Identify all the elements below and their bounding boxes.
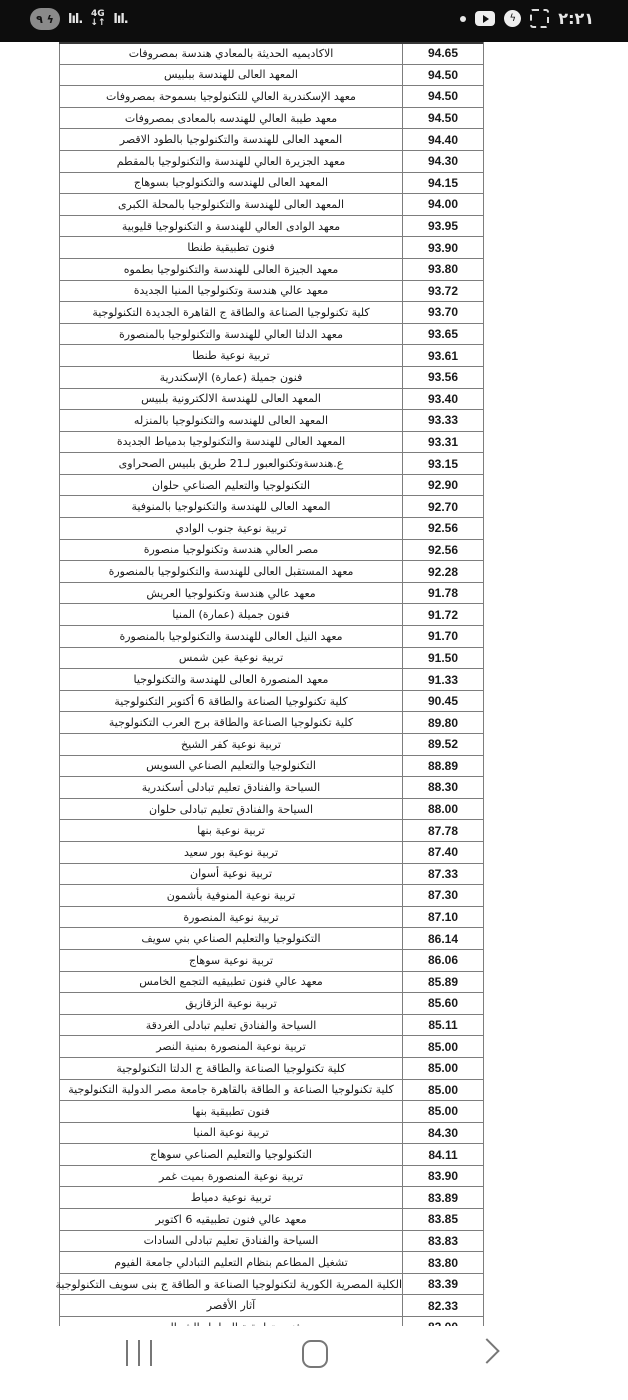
table-row bbox=[60, 906, 484, 928]
score-value: 94.50 bbox=[403, 86, 484, 108]
institute-name: تربية نوعية بور سعيد bbox=[60, 841, 403, 863]
institute-name: تربية نوعية جنوب الوادي bbox=[60, 518, 403, 540]
score-value: 84.30 bbox=[403, 1122, 484, 1144]
score-value: 94.15 bbox=[403, 172, 484, 194]
score-value: 94.50 bbox=[403, 64, 484, 86]
institute-name: معهد النيل العالى للهندسة والتكنولوجيا بالمنصورة bbox=[60, 626, 403, 648]
institute-name: الكلية المصرية الكورية لتكنولوجيا الصناعة و الطاقة ج بنى سويف التكنولوجية bbox=[60, 1273, 403, 1295]
table-row bbox=[60, 539, 484, 561]
institute-name: معهد الإسكندرية العالي للتكنولوجيا بسموحة بمصروفات bbox=[60, 86, 403, 108]
table-row bbox=[60, 453, 484, 475]
institute-name: تربية نوعية المنصورة بمنية النصر bbox=[60, 1036, 403, 1058]
score-value: 94.65 bbox=[403, 43, 484, 65]
score-value: 93.65 bbox=[403, 323, 484, 345]
table-row bbox=[60, 1101, 484, 1123]
institute-name: تربية نوعية بنها bbox=[60, 820, 403, 842]
table-row bbox=[60, 626, 484, 648]
institute-name: السياحة والفنادق تعليم تبادلى الغردقة bbox=[60, 1014, 403, 1036]
table-row bbox=[60, 1187, 484, 1209]
score-value: 87.10 bbox=[403, 906, 484, 928]
table-row bbox=[60, 496, 484, 518]
score-value: 92.70 bbox=[403, 496, 484, 518]
table-row bbox=[60, 431, 484, 453]
institute-name: فنون جميلة (عمارة) المنيا bbox=[60, 604, 403, 626]
table-row bbox=[60, 820, 484, 842]
institute-name: مصر العالي هندسة وتكنولوجيا منصورة bbox=[60, 539, 403, 561]
score-value: 83.39 bbox=[403, 1273, 484, 1295]
table-row bbox=[60, 1230, 484, 1252]
table-row bbox=[60, 604, 484, 626]
institute-name: التكنولوجيا والتعليم الصناعي سوهاج bbox=[60, 1144, 403, 1166]
score-value: 88.30 bbox=[403, 777, 484, 799]
table-row bbox=[60, 280, 484, 302]
table-row bbox=[60, 215, 484, 237]
table-row bbox=[60, 1252, 484, 1274]
score-value: 85.00 bbox=[403, 1036, 484, 1058]
score-value: 87.40 bbox=[403, 841, 484, 863]
table-row bbox=[60, 734, 484, 756]
table-row bbox=[60, 755, 484, 777]
table-row bbox=[60, 474, 484, 496]
score-value: 93.72 bbox=[403, 280, 484, 302]
messenger-icon: ϟ bbox=[504, 10, 521, 27]
institute-name: معهد الجيزة العالى للهندسة والتكنولوجيا بطموه bbox=[60, 258, 403, 280]
institute-name: تربية نوعية سوهاج bbox=[60, 949, 403, 971]
table-row bbox=[60, 86, 484, 108]
table-row bbox=[60, 1144, 484, 1166]
score-value: 91.70 bbox=[403, 626, 484, 648]
score-value: 93.90 bbox=[403, 237, 484, 259]
table-row bbox=[60, 885, 484, 907]
table-row bbox=[60, 863, 484, 885]
score-value: 93.33 bbox=[403, 410, 484, 432]
score-value: 86.14 bbox=[403, 928, 484, 950]
recent-apps-icon-bar bbox=[150, 1340, 152, 1366]
score-value: 84.11 bbox=[403, 1144, 484, 1166]
table-row bbox=[60, 647, 484, 669]
institute-name: السياحة والفنادق تعليم تبادلى السادات bbox=[60, 1230, 403, 1252]
battery-icon: ٩ ϟ bbox=[30, 8, 60, 30]
score-value: 85.60 bbox=[403, 993, 484, 1015]
score-value: 89.52 bbox=[403, 734, 484, 756]
table-row bbox=[60, 841, 484, 863]
score-value: 83.85 bbox=[403, 1209, 484, 1231]
table-row bbox=[60, 971, 484, 993]
table-row bbox=[60, 129, 484, 151]
score-value: 93.56 bbox=[403, 366, 484, 388]
institute-name: فنون تطبيقية بنها bbox=[60, 1101, 403, 1123]
institute-name: تربية نوعية عين شمس bbox=[60, 647, 403, 669]
status-left bbox=[30, 8, 128, 30]
table-row bbox=[60, 777, 484, 799]
institute-name: السياحة والفنادق تعليم تبادلى أسكندرية bbox=[60, 777, 403, 799]
institute-name: السياحة والفنادق تعليم تبادلى حلوان bbox=[60, 798, 403, 820]
institute-name: تربية نوعية المنصورة بميت غمر bbox=[60, 1165, 403, 1187]
institute-name: معهد الدلتا العالي للهندسة والتكنولوجيا بالمنصورة bbox=[60, 323, 403, 345]
institute-name: المعهد العالى للهندسة والتكنولوجيا بالمحلة الكبرى bbox=[60, 194, 403, 216]
table-row bbox=[60, 43, 484, 65]
youtube-icon bbox=[475, 11, 495, 26]
notification-dot-icon bbox=[460, 16, 466, 22]
score-value: 92.28 bbox=[403, 561, 484, 583]
score-value: 88.00 bbox=[403, 798, 484, 820]
screenshot-icon bbox=[530, 9, 549, 28]
institute-name: تربية نوعية كفر الشيخ bbox=[60, 734, 403, 756]
institute-name: التكنولوجيا والتعليم الصناعي السويس bbox=[60, 755, 403, 777]
recent-apps-icon-bar bbox=[138, 1340, 140, 1366]
table-row bbox=[60, 194, 484, 216]
score-value: 91.72 bbox=[403, 604, 484, 626]
score-value: 94.40 bbox=[403, 129, 484, 151]
table-row bbox=[60, 410, 484, 432]
institute-name: معهد المستقبل العالى للهندسة والتكنولوجيا بالمنصورة bbox=[60, 561, 403, 583]
score-value: 82.33 bbox=[403, 1295, 484, 1317]
institute-name: معهد عالي فنون تطبيقيه التجمع الخامس bbox=[60, 971, 403, 993]
status-bar bbox=[0, 0, 628, 42]
table-row bbox=[60, 1057, 484, 1079]
score-value: 83.80 bbox=[403, 1252, 484, 1274]
institute-name: المعهد العالى للهندسة ببلبيس bbox=[60, 64, 403, 86]
table-row bbox=[60, 150, 484, 172]
table-row bbox=[60, 345, 484, 367]
institute-name: ع.هندسةوتكنوالعبور لـ21 طريق بلبيس الصحراوى bbox=[60, 453, 403, 475]
score-value: 85.89 bbox=[403, 971, 484, 993]
score-value: 90.45 bbox=[403, 690, 484, 712]
institute-name: المعهد العالى للهندسة والتكنولوجيا بالطود الاقصر bbox=[60, 129, 403, 151]
score-value: 87.30 bbox=[403, 885, 484, 907]
table-row bbox=[60, 366, 484, 388]
network-type: 4G bbox=[91, 9, 105, 19]
table-row bbox=[60, 1079, 484, 1101]
institute-name: المعهد العالى للهندسه والتكنولوجيا بسوهاج bbox=[60, 172, 403, 194]
score-value: 85.00 bbox=[403, 1101, 484, 1123]
table-row bbox=[60, 690, 484, 712]
data-arrows-icon: ↓↑ bbox=[90, 18, 106, 28]
institute-name: تربية نوعية الزقازيق bbox=[60, 993, 403, 1015]
score-value: 92.90 bbox=[403, 474, 484, 496]
table-row bbox=[60, 323, 484, 345]
institute-name: كلية تكنولوجيا الصناعة و الطاقة بالقاهرة جامعة مصر الدولية التكنولوجية bbox=[60, 1079, 403, 1101]
signal-icon-2: lıl. bbox=[113, 11, 128, 27]
score-value: 93.70 bbox=[403, 302, 484, 324]
institute-name: الاكاديميه الحديثة بالمعادي هندسة بمصروفات bbox=[60, 43, 403, 65]
institute-name: كلية تكنولوجيا الصناعة والطاقة 6 أكتوبر التكنولوجية bbox=[60, 690, 403, 712]
score-value: 93.80 bbox=[403, 258, 484, 280]
institute-name: معهد طيبة العالي للهندسه بالمعادى بمصروفات bbox=[60, 107, 403, 129]
score-value: 92.56 bbox=[403, 539, 484, 561]
score-value: 93.31 bbox=[403, 431, 484, 453]
table-row bbox=[60, 949, 484, 971]
score-value: 91.33 bbox=[403, 669, 484, 691]
status-right bbox=[460, 9, 594, 28]
institute-name: معهد عالي هندسة وتكنولوجيا المنيا الجديدة bbox=[60, 280, 403, 302]
signal-icon: lıl. bbox=[68, 11, 83, 27]
score-value: 86.06 bbox=[403, 949, 484, 971]
institute-name: تربية نوعية المنيا bbox=[60, 1122, 403, 1144]
score-value: 89.80 bbox=[403, 712, 484, 734]
institute-name: تشغيل المطاعم بنظام التعليم التبادلي جامعة الفيوم bbox=[60, 1252, 403, 1274]
institute-name: كلية تكنولوجيا الصناعة والطاقة ج الدلتا التكنولوجية bbox=[60, 1057, 403, 1079]
table-top-border bbox=[59, 42, 483, 44]
score-value: 87.78 bbox=[403, 820, 484, 842]
table-row bbox=[60, 237, 484, 259]
table-row bbox=[60, 928, 484, 950]
table-row bbox=[60, 712, 484, 734]
score-value: 85.00 bbox=[403, 1057, 484, 1079]
table-row bbox=[60, 1122, 484, 1144]
score-value: 91.50 bbox=[403, 647, 484, 669]
network-indicator bbox=[90, 10, 105, 28]
institute-name: المعهد العالى للهندسه والتكنولوجيا بالمنزله bbox=[60, 410, 403, 432]
table-row bbox=[60, 172, 484, 194]
table-row bbox=[60, 669, 484, 691]
institute-name: فنون جميلة (عمارة) الإسكندرية bbox=[60, 366, 403, 388]
score-value: 93.15 bbox=[403, 453, 484, 475]
institute-name: تربية نوعية أسوان bbox=[60, 863, 403, 885]
score-value: 83.89 bbox=[403, 1187, 484, 1209]
score-value: 92.56 bbox=[403, 518, 484, 540]
table-row bbox=[60, 798, 484, 820]
table-row bbox=[60, 1295, 484, 1317]
institute-name: كلية تكنولوجيا الصناعة والطاقة برج العرب التكنولوجية bbox=[60, 712, 403, 734]
institute-name: التكنولوجيا والتعليم الصناعي حلوان bbox=[60, 474, 403, 496]
table-row bbox=[60, 107, 484, 129]
institute-name: معهد المنصورة العالى للهندسة والتكنولوجيا bbox=[60, 669, 403, 691]
score-value: 91.78 bbox=[403, 582, 484, 604]
table-row bbox=[60, 561, 484, 583]
table-row bbox=[60, 1036, 484, 1058]
back-button[interactable] bbox=[474, 1338, 499, 1363]
institute-name: كلية تكنولوجيا الصناعة والطاقة ج القاهرة الجديدة التكنولوجية bbox=[60, 302, 403, 324]
table-row bbox=[60, 258, 484, 280]
institute-name: المعهد العالى للهندسة والتكنولوجيا بالمنوفية bbox=[60, 496, 403, 518]
score-value: 83.90 bbox=[403, 1165, 484, 1187]
institute-name: آثار الأقصر bbox=[60, 1295, 403, 1317]
table-row bbox=[60, 1273, 484, 1295]
institute-name: المعهد العالى للهندسة الالكترونية بلبيس bbox=[60, 388, 403, 410]
score-value: 94.30 bbox=[403, 150, 484, 172]
score-value: 88.89 bbox=[403, 755, 484, 777]
institute-name: تربية نوعية طنطا bbox=[60, 345, 403, 367]
scores-table bbox=[55, 42, 484, 1339]
institute-name: فنون تطبيقية طنطا bbox=[60, 237, 403, 259]
table-row bbox=[60, 388, 484, 410]
navigation-bar bbox=[0, 1326, 628, 1400]
institute-name: المعهد العالى للهندسة والتكنولوجيا بدمياط الجديدة bbox=[60, 431, 403, 453]
table-row bbox=[60, 1165, 484, 1187]
score-value: 94.00 bbox=[403, 194, 484, 216]
score-value: 94.50 bbox=[403, 107, 484, 129]
table-row bbox=[60, 302, 484, 324]
institute-name: معهد عالي هندسة وتكنولوجيا العريش bbox=[60, 582, 403, 604]
score-value: 83.83 bbox=[403, 1230, 484, 1252]
table-row bbox=[60, 582, 484, 604]
table-row bbox=[60, 1209, 484, 1231]
institute-name: تربية نوعية المنوفية بأشمون bbox=[60, 885, 403, 907]
table-body bbox=[55, 43, 484, 1339]
home-button[interactable] bbox=[302, 1340, 328, 1368]
score-value: 87.33 bbox=[403, 863, 484, 885]
institute-name: التكنولوجيا والتعليم الصناعي بني سويف bbox=[60, 928, 403, 950]
institute-name: معهد الجزيرة العالي للهندسة والتكنولوجيا بالمقطم bbox=[60, 150, 403, 172]
table-row bbox=[60, 1014, 484, 1036]
table-row bbox=[60, 64, 484, 86]
clock: ٢:٢١ bbox=[558, 9, 594, 28]
scores-table-container[interactable] bbox=[55, 42, 483, 1324]
recent-apps-icon bbox=[126, 1340, 128, 1366]
score-value: 85.11 bbox=[403, 1014, 484, 1036]
institute-name: تربية نوعية المنصورة bbox=[60, 906, 403, 928]
institute-name: معهد عالي فنون تطبيقيه 6 اكتوبر bbox=[60, 1209, 403, 1231]
score-value: 85.00 bbox=[403, 1079, 484, 1101]
recent-apps-button[interactable] bbox=[126, 1340, 152, 1366]
score-value: 93.40 bbox=[403, 388, 484, 410]
institute-name: تربية نوعية دمياط bbox=[60, 1187, 403, 1209]
table-row bbox=[60, 993, 484, 1015]
score-value: 93.95 bbox=[403, 215, 484, 237]
score-value: 93.61 bbox=[403, 345, 484, 367]
table-row bbox=[60, 518, 484, 540]
institute-name: معهد الوادى العالي للهندسة و التكنولوجيا قليوبية bbox=[60, 215, 403, 237]
